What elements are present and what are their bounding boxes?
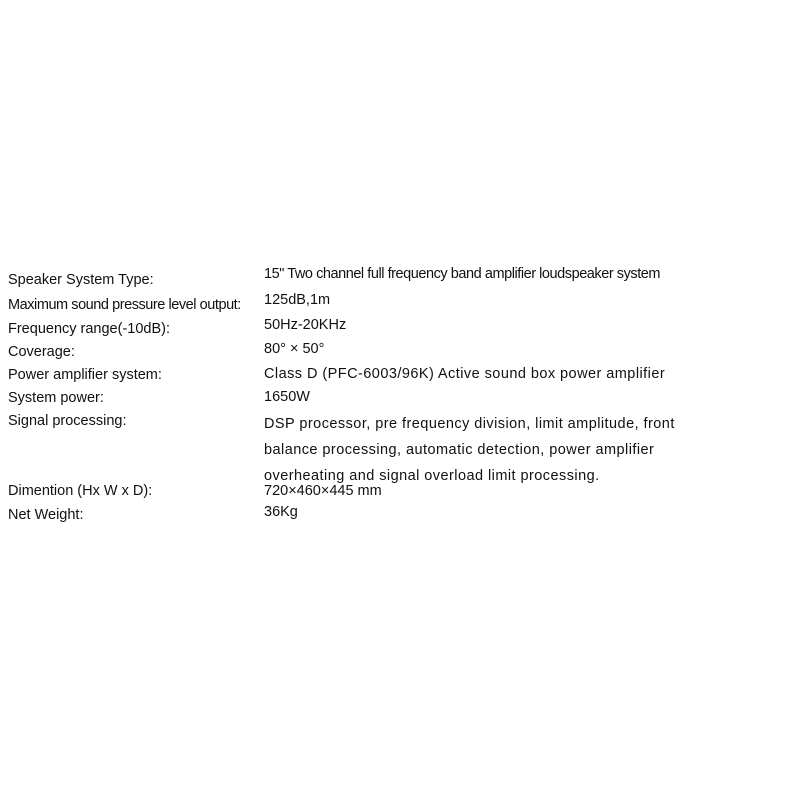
spec-value: 15" Two channel full frequency band amplifier loudspeaker system <box>264 266 661 282</box>
spec-value: 36Kg <box>264 504 298 520</box>
spec-label: Coverage: <box>8 344 75 360</box>
spec-value: 720×460×445 mm <box>264 483 382 499</box>
spec-label: Power amplifier system: <box>8 367 162 383</box>
spec-label: Net Weight: <box>8 507 84 523</box>
spec-value: 125dB,1m <box>264 292 331 308</box>
spec-label: Speaker System Type: <box>8 272 154 288</box>
spec-label: Maximum sound pressure level output: <box>8 297 241 313</box>
spec-value-line: balance processing, automatic detection, power amplifier <box>264 442 655 458</box>
spec-label: Signal processing: <box>8 413 127 429</box>
spec-value: 50Hz-20KHz <box>264 317 347 333</box>
spec-value-line: overheating and signal overload limit processing. <box>264 468 600 484</box>
spec-label: Dimention (Hx W x D): <box>8 483 153 499</box>
spec-value: 1650W <box>264 389 310 405</box>
spec-value-line: DSP processor, pre frequency division, limit amplitude, front <box>264 416 675 432</box>
spec-value: 80° × 50° <box>264 341 325 357</box>
spec-value: Class D (PFC-6003/96K) Active sound box power amplifier <box>264 366 666 382</box>
spec-label: System power: <box>8 390 104 406</box>
spec-label: Frequency range(-10dB): <box>8 321 170 337</box>
